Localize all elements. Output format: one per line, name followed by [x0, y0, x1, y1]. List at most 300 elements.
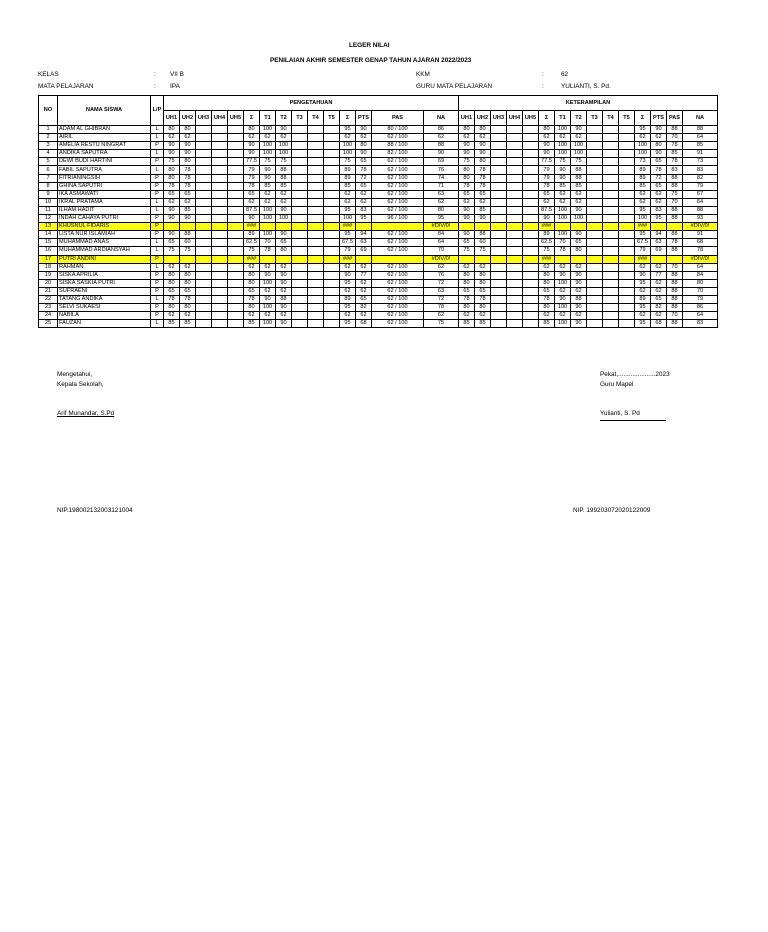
table-row: [39, 287, 718, 295]
student-name: AIRIL: [58, 134, 151, 142]
keterampilan-cell: 62: [635, 263, 651, 271]
student-name: FITRIANINGSIH: [58, 174, 151, 182]
keterampilan-cell: [491, 304, 507, 312]
pengetahuan-cell: 100: [260, 304, 276, 312]
pengetahuan-cell: 90: [164, 142, 180, 150]
pengetahuan-cell: [308, 255, 324, 263]
table-row: [39, 150, 718, 158]
keterampilan-cell: [619, 271, 635, 279]
pengetahuan-cell: [228, 150, 244, 158]
keterampilan-cell: [523, 190, 539, 198]
keterampilan-cell: 79: [539, 174, 555, 182]
pengetahuan-cell: 62: [180, 134, 196, 142]
pengetahuan-cell: [292, 190, 308, 198]
pengetahuan-cell: [212, 166, 228, 174]
pengetahuan-cell: 62 / 100: [372, 287, 424, 295]
keterampilan-cell: [523, 126, 539, 134]
keterampilan-cell: [507, 142, 523, 150]
keterampilan-cell: 100: [635, 142, 651, 150]
keterampilan-cell: [603, 295, 619, 303]
keterampilan-subheader: UH3: [491, 111, 507, 126]
col-nama-header: NAMA SISWA: [58, 96, 151, 126]
keterampilan-cell: 84: [683, 271, 718, 279]
pengetahuan-cell: 100: [260, 231, 276, 239]
keterampilan-cell: 62: [651, 312, 667, 320]
keterampilan-cell: [587, 215, 603, 223]
student-name: SELVI SUKAESI: [58, 304, 151, 312]
keterampilan-cell: 100: [555, 215, 571, 223]
keterampilan-subheader: Σ: [635, 111, 651, 126]
keterampilan-cell: 70: [555, 239, 571, 247]
keterampilan-cell: 90: [555, 295, 571, 303]
table-row: [39, 134, 718, 142]
keterampilan-cell: #DIV/0!: [683, 223, 718, 231]
keterampilan-cell: [603, 223, 619, 231]
pengetahuan-cell: [212, 190, 228, 198]
pengetahuan-cell: 62: [356, 279, 372, 287]
pengetahuan-subheader: UH2: [180, 111, 196, 126]
pengetahuan-cell: 62: [340, 134, 356, 142]
keterampilan-cell: [587, 158, 603, 166]
keterampilan-cell: 89: [635, 295, 651, 303]
keterampilan-cell: [523, 198, 539, 206]
pengetahuan-cell: [292, 255, 308, 263]
keterampilan-cell: 65: [651, 295, 667, 303]
pengetahuan-cell: 85: [276, 182, 292, 190]
keterampilan-cell: 83: [651, 206, 667, 214]
keterampilan-cell: 80: [539, 271, 555, 279]
student-name: DEWI BUDI HARTINI: [58, 158, 151, 166]
keterampilan-cell: [523, 279, 539, 287]
pengetahuan-cell: 90: [276, 271, 292, 279]
pengetahuan-cell: [228, 198, 244, 206]
pengetahuan-cell: [292, 134, 308, 142]
pengetahuan-cell: 65: [164, 239, 180, 247]
row-number: 13: [39, 223, 58, 231]
table-row: [39, 271, 718, 279]
keterampilan-cell: 78: [475, 182, 491, 190]
pengetahuan-cell: [228, 206, 244, 214]
keterampilan-cell: 100: [555, 231, 571, 239]
pengetahuan-cell: [292, 142, 308, 150]
keterampilan-cell: [507, 134, 523, 142]
pengetahuan-cell: 62: [356, 287, 372, 295]
pengetahuan-cell: [212, 206, 228, 214]
pengetahuan-cell: 90: [244, 142, 260, 150]
pengetahuan-cell: 90: [356, 126, 372, 134]
student-gender: L: [151, 150, 164, 158]
pengetahuan-cell: [308, 215, 324, 223]
keterampilan-cell: 95: [635, 279, 651, 287]
keterampilan-cell: 91: [683, 231, 718, 239]
pengetahuan-cell: [212, 304, 228, 312]
student-name: AMELIA RESTU NINGRAT: [58, 142, 151, 150]
keterampilan-subheader: UH1: [459, 111, 475, 126]
group-pengetahuan-header: PENGETAHUAN: [164, 96, 459, 111]
keterampilan-cell: 88: [667, 279, 683, 287]
student-name: INDAH CAHAYA PUTRI: [58, 215, 151, 223]
keterampilan-cell: 62: [475, 263, 491, 271]
keterampilan-cell: [603, 231, 619, 239]
student-gender: L: [151, 126, 164, 134]
pengetahuan-cell: 90: [260, 271, 276, 279]
pengetahuan-cell: 80: [180, 126, 196, 134]
pengetahuan-cell: 90: [180, 215, 196, 223]
page-subtitle: PENILAIAN AKHIR SEMESTER GENAP TAHUN AJARAN 2022/2023: [270, 57, 472, 64]
pengetahuan-cell: 80: [164, 279, 180, 287]
grade-table: [38, 95, 718, 328]
pengetahuan-cell: [308, 271, 324, 279]
pengetahuan-cell: [196, 126, 212, 134]
pengetahuan-cell: [212, 126, 228, 134]
pengetahuan-cell: [228, 295, 244, 303]
student-name: IKA ASMAWATI: [58, 190, 151, 198]
group-keterampilan-header: KETERAMPILAN: [459, 96, 718, 111]
pengetahuan-cell: 90: [276, 279, 292, 287]
pengetahuan-cell: [228, 312, 244, 320]
keterampilan-cell: 78: [459, 295, 475, 303]
keterampilan-cell: 70: [667, 263, 683, 271]
pengetahuan-subheader: UH4: [212, 111, 228, 126]
pengetahuan-cell: 62: [356, 198, 372, 206]
keterampilan-cell: 90: [539, 150, 555, 158]
keterampilan-cell: 88: [571, 166, 587, 174]
keterampilan-cell: [491, 182, 507, 190]
pengetahuan-cell: [228, 174, 244, 182]
pengetahuan-cell: [212, 134, 228, 142]
pengetahuan-cell: [260, 223, 276, 231]
pengetahuan-cell: [324, 304, 340, 312]
pengetahuan-cell: 62: [180, 263, 196, 271]
keterampilan-cell: 94: [651, 231, 667, 239]
kelas-value: VII B: [170, 71, 184, 78]
keterampilan-cell: 88: [667, 320, 683, 328]
pengetahuan-cell: [196, 206, 212, 214]
pengetahuan-cell: [180, 255, 196, 263]
pengetahuan-cell: 80: [164, 166, 180, 174]
keterampilan-cell: [603, 312, 619, 320]
keterampilan-cell: [507, 158, 523, 166]
pengetahuan-cell: 80: [180, 279, 196, 287]
keterampilan-cell: [523, 263, 539, 271]
pengetahuan-cell: 62: [340, 312, 356, 320]
pengetahuan-cell: 65: [180, 190, 196, 198]
pengetahuan-cell: [324, 215, 340, 223]
pengetahuan-cell: 62 / 100: [372, 304, 424, 312]
keterampilan-cell: 80: [475, 279, 491, 287]
student-name: LISTA NUR ISLAMIAH: [58, 231, 151, 239]
pengetahuan-cell: 74: [424, 174, 459, 182]
pengetahuan-subheader: UH1: [164, 111, 180, 126]
pengetahuan-cell: 62 / 100: [372, 263, 424, 271]
pengetahuan-cell: 96 / 100: [372, 215, 424, 223]
pengetahuan-cell: 100: [260, 215, 276, 223]
pengetahuan-cell: 100: [260, 126, 276, 134]
keterampilan-cell: 62: [651, 263, 667, 271]
keterampilan-cell: [491, 166, 507, 174]
keterampilan-cell: 95: [635, 304, 651, 312]
keterampilan-cell: 90: [635, 271, 651, 279]
table-row: [39, 223, 718, 231]
table-row: [39, 279, 718, 287]
pengetahuan-cell: 62: [260, 198, 276, 206]
pengetahuan-cell: 80 / 100: [372, 126, 424, 134]
table-row: [39, 231, 718, 239]
pengetahuan-cell: 82: [356, 304, 372, 312]
pengetahuan-cell: 90: [164, 150, 180, 158]
keterampilan-cell: [619, 142, 635, 150]
keterampilan-cell: 80: [459, 166, 475, 174]
keterampilan-cell: 90: [459, 142, 475, 150]
kepsek-label: Kepala Sekolah,: [57, 381, 104, 388]
pengetahuan-cell: 88: [276, 295, 292, 303]
keterampilan-cell: [459, 255, 475, 263]
keterampilan-cell: [523, 150, 539, 158]
table-row: [39, 206, 718, 214]
pengetahuan-cell: [212, 287, 228, 295]
pengetahuan-subheader: PAS: [372, 111, 424, 126]
pengetahuan-cell: [324, 271, 340, 279]
pengetahuan-cell: [212, 295, 228, 303]
keterampilan-cell: [523, 295, 539, 303]
pengetahuan-cell: 89: [340, 295, 356, 303]
keterampilan-cell: 62: [555, 190, 571, 198]
student-gender: P: [151, 215, 164, 223]
pengetahuan-cell: 62: [260, 263, 276, 271]
pengetahuan-cell: 65: [164, 287, 180, 295]
keterampilan-cell: 80: [475, 126, 491, 134]
pengetahuan-cell: 75: [276, 158, 292, 166]
keterampilan-cell: [491, 198, 507, 206]
keterampilan-cell: [619, 295, 635, 303]
keterampilan-cell: 100: [555, 150, 571, 158]
student-name: FABIL SAPUTRA: [58, 166, 151, 174]
keterampilan-cell: 90: [539, 215, 555, 223]
pengetahuan-cell: 80: [164, 126, 180, 134]
keterampilan-cell: 80: [459, 279, 475, 287]
pengetahuan-cell: [308, 304, 324, 312]
pengetahuan-cell: [292, 166, 308, 174]
table-row: [39, 247, 718, 255]
keterampilan-cell: 65: [651, 182, 667, 190]
pengetahuan-cell: [308, 287, 324, 295]
pengetahuan-cell: 65: [356, 182, 372, 190]
student-name: MUHAMMAD ARDIANSYAH: [58, 247, 151, 255]
pengetahuan-cell: 100: [260, 206, 276, 214]
keterampilan-cell: [619, 198, 635, 206]
keterampilan-cell: 90: [459, 150, 475, 158]
student-gender: L: [151, 239, 164, 247]
table-row: [39, 263, 718, 271]
keterampilan-cell: [587, 255, 603, 263]
keterampilan-cell: [619, 215, 635, 223]
keterampilan-cell: 79: [539, 166, 555, 174]
pengetahuan-subheader: T5: [324, 111, 340, 126]
keterampilan-cell: 89: [635, 174, 651, 182]
pengetahuan-cell: [308, 295, 324, 303]
keterampilan-cell: [603, 126, 619, 134]
pengetahuan-cell: ###: [244, 255, 260, 263]
pengetahuan-cell: 83: [356, 206, 372, 214]
pengetahuan-cell: 65: [356, 158, 372, 166]
pengetahuan-subheader: Σ: [244, 111, 260, 126]
keterampilan-cell: [571, 223, 587, 231]
keterampilan-cell: 85: [571, 182, 587, 190]
pengetahuan-cell: [308, 312, 324, 320]
keterampilan-cell: 88: [683, 206, 718, 214]
student-name: NABILA: [58, 312, 151, 320]
pengetahuan-cell: 89: [340, 174, 356, 182]
row-number: 11: [39, 206, 58, 214]
pengetahuan-cell: 72: [356, 174, 372, 182]
keterampilan-cell: 95: [651, 215, 667, 223]
keterampilan-cell: [491, 206, 507, 214]
pengetahuan-cell: [228, 158, 244, 166]
keterampilan-cell: 82: [651, 304, 667, 312]
pengetahuan-cell: [196, 231, 212, 239]
pengetahuan-cell: #DIV/0!: [424, 255, 459, 263]
keterampilan-cell: 78: [667, 239, 683, 247]
student-name: PUTRI ANDINI: [58, 255, 151, 263]
keterampilan-cell: [603, 190, 619, 198]
row-number: 4: [39, 150, 58, 158]
keterampilan-cell: [523, 158, 539, 166]
keterampilan-cell: 75: [555, 158, 571, 166]
keterampilan-cell: #DIV/0!: [683, 255, 718, 263]
pengetahuan-cell: [324, 190, 340, 198]
keterampilan-cell: [619, 126, 635, 134]
pengetahuan-cell: 84: [424, 231, 459, 239]
pengetahuan-cell: 62: [356, 263, 372, 271]
student-gender: L: [151, 320, 164, 328]
keterampilan-subheader: PTS: [651, 111, 667, 126]
keterampilan-cell: [587, 271, 603, 279]
row-number: 3: [39, 142, 58, 150]
keterampilan-cell: 62: [555, 134, 571, 142]
keterampilan-cell: [523, 215, 539, 223]
keterampilan-cell: [587, 239, 603, 247]
keterampilan-cell: 88: [667, 126, 683, 134]
keterampilan-cell: 80: [459, 126, 475, 134]
pengetahuan-cell: [196, 295, 212, 303]
pengetahuan-cell: [196, 263, 212, 271]
pengetahuan-cell: 80: [276, 247, 292, 255]
keterampilan-cell: [619, 206, 635, 214]
keterampilan-cell: 90: [555, 166, 571, 174]
pengetahuan-cell: 62 / 100: [372, 174, 424, 182]
keterampilan-cell: [507, 320, 523, 328]
keterampilan-cell: 100: [571, 150, 587, 158]
pengetahuan-cell: [276, 255, 292, 263]
keterampilan-cell: 100: [571, 142, 587, 150]
keterampilan-cell: 85: [635, 182, 651, 190]
keterampilan-cell: [491, 126, 507, 134]
pengetahuan-cell: 78: [260, 247, 276, 255]
keterampilan-cell: [603, 166, 619, 174]
keterampilan-cell: [523, 142, 539, 150]
pengetahuan-cell: 100: [260, 320, 276, 328]
keterampilan-cell: [587, 295, 603, 303]
pengetahuan-cell: 90: [244, 150, 260, 158]
pengetahuan-cell: [292, 231, 308, 239]
keterampilan-cell: ###: [539, 223, 555, 231]
pengetahuan-cell: 80: [424, 206, 459, 214]
student-gender: L: [151, 198, 164, 206]
pengetahuan-cell: [212, 247, 228, 255]
keterampilan-cell: 62: [651, 287, 667, 295]
keterampilan-cell: 90: [459, 215, 475, 223]
pengetahuan-cell: [292, 215, 308, 223]
student-gender: P: [151, 279, 164, 287]
keterampilan-cell: 91: [683, 150, 718, 158]
pengetahuan-cell: [212, 158, 228, 166]
keterampilan-cell: 90: [459, 231, 475, 239]
pengetahuan-cell: 65: [180, 287, 196, 295]
keterampilan-subheader: T2: [571, 111, 587, 126]
pengetahuan-cell: 88: [424, 142, 459, 150]
student-name: ANDIKA SAPUTRA: [58, 150, 151, 158]
keterampilan-cell: 88: [667, 271, 683, 279]
mengetahui-text: Mengetahui,: [57, 371, 93, 378]
pengetahuan-cell: 62: [276, 134, 292, 142]
mapel-label: MATA PELAJARAN: [38, 83, 94, 90]
pengetahuan-cell: 62: [180, 312, 196, 320]
pengetahuan-cell: 90: [260, 174, 276, 182]
pengetahuan-cell: 100: [276, 150, 292, 158]
keterampilan-cell: 78: [667, 142, 683, 150]
kepsek-nip: NIP.198002132003121004: [57, 507, 133, 514]
keterampilan-cell: 90: [475, 142, 491, 150]
pengetahuan-cell: [324, 182, 340, 190]
keterampilan-cell: 62: [571, 312, 587, 320]
pengetahuan-cell: [324, 287, 340, 295]
pengetahuan-cell: [228, 126, 244, 134]
pengetahuan-cell: [196, 198, 212, 206]
keterampilan-cell: 88: [667, 304, 683, 312]
keterampilan-cell: [555, 255, 571, 263]
pengetahuan-cell: 62: [260, 134, 276, 142]
student-gender: P: [151, 190, 164, 198]
keterampilan-cell: 78: [459, 182, 475, 190]
kelas-label: KELAS: [38, 71, 59, 78]
pengetahuan-cell: [212, 174, 228, 182]
pengetahuan-cell: [308, 190, 324, 198]
keterampilan-cell: [523, 174, 539, 182]
keterampilan-cell: 80: [571, 247, 587, 255]
keterampilan-cell: 87.5: [539, 206, 555, 214]
keterampilan-cell: 100: [555, 126, 571, 134]
keterampilan-cell: 80: [459, 304, 475, 312]
pengetahuan-cell: 75: [164, 158, 180, 166]
student-name: TATANG ANDIKA: [58, 295, 151, 303]
pengetahuan-cell: 62: [180, 198, 196, 206]
pengetahuan-cell: 80: [244, 126, 260, 134]
pengetahuan-subheader: Σ: [340, 111, 356, 126]
guru-value: YULIANTI, S. Pd.: [561, 83, 611, 90]
pengetahuan-cell: 62 / 100: [372, 206, 424, 214]
keterampilan-cell: 62: [539, 263, 555, 271]
keterampilan-cell: [491, 271, 507, 279]
keterampilan-cell: 80: [459, 271, 475, 279]
pengetahuan-cell: 78: [180, 166, 196, 174]
keterampilan-cell: ###: [539, 255, 555, 263]
pengetahuan-cell: 62: [356, 190, 372, 198]
keterampilan-cell: 62: [571, 134, 587, 142]
pengetahuan-cell: 62: [244, 312, 260, 320]
keterampilan-cell: 85: [459, 320, 475, 328]
pengetahuan-cell: [228, 215, 244, 223]
keterampilan-cell: [491, 247, 507, 255]
